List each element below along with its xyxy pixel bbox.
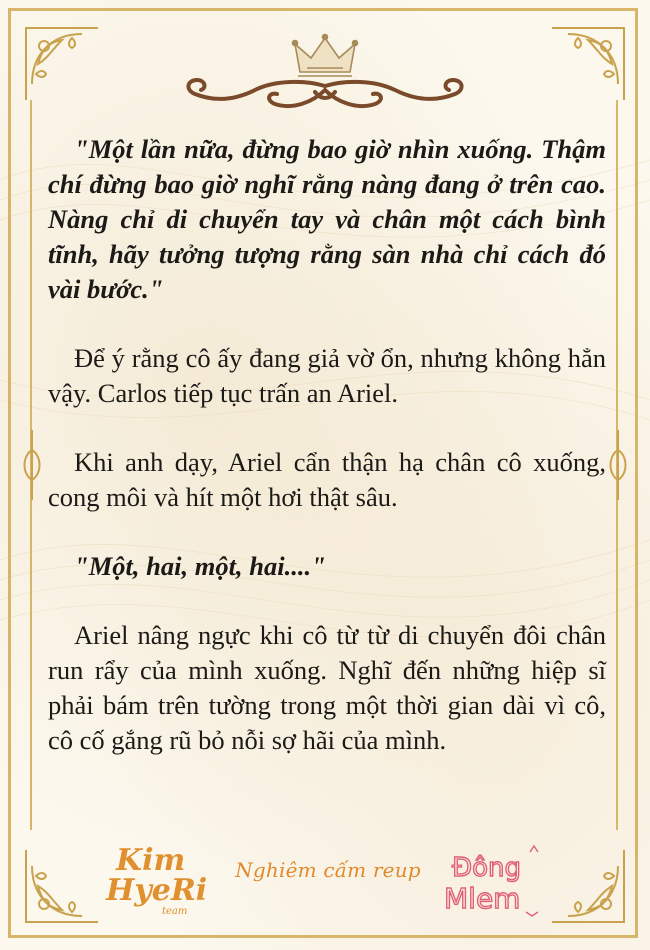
header-ornament <box>175 30 475 125</box>
side-flourish <box>606 430 630 500</box>
scroll-flourish-icon <box>188 80 461 106</box>
corner-ornament-icon <box>548 24 628 104</box>
logo-text-bottom: Mlem <box>444 882 521 915</box>
dialogue-paragraph: "Một, hai, một, hai...." <box>74 551 326 581</box>
narration-paragraph: Ariel nâng ngực khi cô từ từ di chuyển đôi chân run rẩy của mình xuống. Nghĩ đến những hiệp sĩ phải bám trên tường trong một thời gian dài vì cô, cô cố gắng rũ bỏ nỗi sợ hãi của mình. <box>48 620 606 755</box>
crown-icon <box>293 35 358 77</box>
narration-paragraph: Khi anh dạy, Ariel cẩn thận hạ chân cô xuống, cong môi và hít một hơi thật sâu. <box>48 447 606 512</box>
logo-text-bottom: HyeRi <box>106 873 208 908</box>
kim-hye-ri-logo <box>100 838 210 918</box>
dialogue-paragraph: "Một lần nữa, đừng bao giờ nhìn xuống. Thậm chí đừng bao giờ nghĩ rằng nàng đang ở trên cao. Nàng chỉ di chuyển tay và chân một cách bình tĩnh, hãy tưởng tượng rằng sàn nhà chỉ cách đó vài bước." <box>48 134 606 304</box>
footer <box>0 838 650 928</box>
side-flourish <box>20 430 44 500</box>
logo-text-top: Kim <box>116 843 186 878</box>
reup-notice: Nghiêm cấm reup <box>235 858 421 882</box>
logo-text-sub: team <box>162 906 188 917</box>
narration-paragraph: Để ý rằng cô ấy đang giả vờ ổn, nhưng không hẳn vậy. Carlos tiếp tục trấn an Ariel. <box>48 343 606 408</box>
story-text <box>48 132 606 758</box>
dong-mlem-logo <box>430 842 550 922</box>
corner-ornament-icon <box>22 24 102 104</box>
logo-text-top: Đông <box>452 853 522 883</box>
